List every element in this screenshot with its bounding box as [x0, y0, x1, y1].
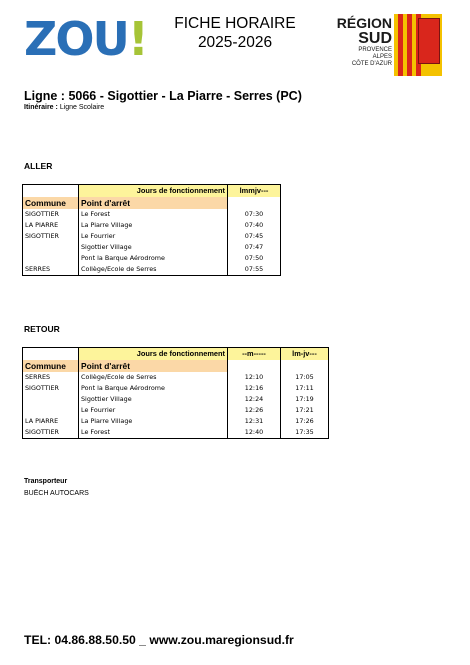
table-row — [23, 253, 281, 264]
column-stop: Point d'arrêt — [79, 360, 228, 372]
page-title — [160, 14, 310, 52]
line-title: Ligne : 5066 - Sigottier - La Piarre - Serres (PC) — [24, 89, 302, 103]
stop-cell: Sigottier Village — [79, 242, 228, 253]
footer-contact: TEL: 04.86.88.50.50 _ www.zou.maregionsud.fr — [24, 633, 294, 647]
table-row — [23, 416, 329, 427]
aller-label: ALLER — [24, 161, 53, 171]
time-cell: 12:24 — [228, 394, 281, 405]
column-commune: Commune — [23, 197, 79, 209]
commune-cell: LA PIARRE — [23, 220, 79, 231]
zou-logo — [24, 14, 152, 64]
commune-cell: SIGOTTIER — [23, 209, 79, 220]
region-sub-line-2: ALPES — [372, 54, 392, 60]
zou-logo-text: ZOU! — [24, 12, 147, 66]
stop-cell: Collège/Ecole de Serres — [79, 372, 228, 383]
region-sub-line-3: CÔTE D'AZUR — [351, 61, 392, 67]
title-line-1: FICHE HORAIRE — [174, 15, 296, 32]
region-name — [330, 16, 392, 47]
day-code: --m----- — [228, 348, 281, 361]
table-row — [23, 264, 281, 276]
stop-cell: La Piarre Village — [79, 416, 228, 427]
time-cell: 17:05 — [281, 372, 329, 383]
transporter-name: BUËCH AUTOCARS — [24, 490, 89, 497]
stop-cell: La Piarre Village — [79, 220, 228, 231]
commune-cell — [23, 242, 79, 253]
time-cell: 17:11 — [281, 383, 329, 394]
region-subtitle — [330, 47, 392, 68]
stop-cell: Collège/Ecole de Serres — [79, 264, 228, 276]
title-line-2: 2025-2026 — [197, 34, 273, 51]
time-cell: 07:40 — [228, 220, 281, 231]
commune-cell: SERRES — [23, 264, 79, 276]
region-flag-icon — [394, 14, 442, 76]
commune-cell: SIGOTTIER — [23, 427, 79, 439]
retour-label: RETOUR — [24, 324, 60, 334]
days-label: Jours de fonctionnement — [79, 348, 228, 361]
commune-cell: SIGOTTIER — [23, 383, 79, 394]
time-cell: 12:16 — [228, 383, 281, 394]
time-cell: 07:30 — [228, 209, 281, 220]
table-row — [23, 242, 281, 253]
aller-days-row — [23, 185, 281, 198]
aller-timetable — [22, 184, 281, 276]
table-row — [23, 427, 329, 439]
region-name-line-2: SUD — [358, 30, 392, 47]
region-sub-line-1: PROVENCE — [358, 47, 392, 53]
commune-cell: SERRES — [23, 372, 79, 383]
column-stop: Point d'arrêt — [79, 197, 228, 209]
aller-header-row — [23, 197, 281, 209]
day-code: lm-jv--- — [281, 348, 329, 361]
days-label: Jours de fonctionnement — [79, 185, 228, 198]
day-code: lmmjv--- — [228, 185, 281, 198]
time-cell: 07:47 — [228, 242, 281, 253]
time-cell: 12:26 — [228, 405, 281, 416]
commune-cell: SIGOTTIER — [23, 231, 79, 242]
region-sud-logo — [330, 14, 445, 76]
region-name-line-1: RÉGION — [336, 15, 392, 31]
stop-cell: Le Fourrier — [79, 405, 228, 416]
retour-timetable — [22, 347, 329, 439]
time-cell: 17:21 — [281, 405, 329, 416]
stop-cell: Le Fourrier — [79, 231, 228, 242]
time-cell: 07:50 — [228, 253, 281, 264]
table-row — [23, 220, 281, 231]
time-cell: 12:40 — [228, 427, 281, 439]
time-cell: 07:45 — [228, 231, 281, 242]
table-row — [23, 231, 281, 242]
time-cell: 07:55 — [228, 264, 281, 276]
itinerary — [24, 104, 104, 111]
time-cell: 12:10 — [228, 372, 281, 383]
stop-cell: Pont la Barque Aérodrome — [79, 383, 228, 394]
retour-header-row — [23, 360, 329, 372]
commune-cell — [23, 394, 79, 405]
time-cell: 12:31 — [228, 416, 281, 427]
stop-cell: Le Forest — [79, 209, 228, 220]
time-cell: 17:19 — [281, 394, 329, 405]
time-cell: 17:35 — [281, 427, 329, 439]
stop-cell: Le Forest — [79, 427, 228, 439]
table-row — [23, 383, 329, 394]
table-row — [23, 372, 329, 383]
table-row — [23, 405, 329, 416]
table-row — [23, 394, 329, 405]
commune-cell — [23, 405, 79, 416]
retour-days-row — [23, 348, 329, 361]
stop-cell: Pont la Barque Aérodrome — [79, 253, 228, 264]
column-commune: Commune — [23, 360, 79, 372]
itinerary-value: Ligne Scolaire — [59, 104, 105, 111]
time-cell: 17:26 — [281, 416, 329, 427]
commune-cell — [23, 253, 79, 264]
commune-cell: LA PIARRE — [23, 416, 79, 427]
itinerary-label: Itinéraire : — [24, 104, 58, 111]
stop-cell: Sigottier Village — [79, 394, 228, 405]
table-row — [23, 209, 281, 220]
transporter-label: Transporteur — [24, 478, 68, 485]
